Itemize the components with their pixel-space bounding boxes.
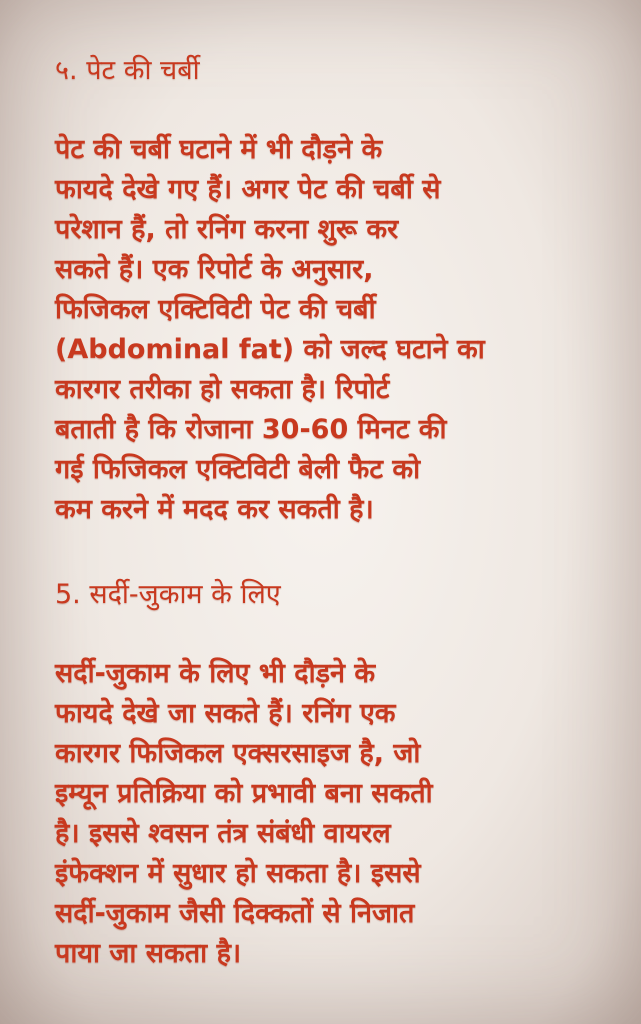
paragraph-line: इंफेक्शन में सुधार हो सकता है। इससे — [55, 858, 421, 889]
paragraph-line: कारगर फिजिकल एक्सरसाइज है, जो — [55, 738, 421, 769]
paragraph-line: कारगर तरीका हो सकता है। रिपोर्ट — [55, 374, 390, 405]
section-paragraph-belly-fat — [55, 130, 615, 530]
paragraph-line: पाया जा सकता है। — [55, 938, 242, 969]
paragraph-line: है। इससे श्वसन तंत्र संबंधी वायरल — [55, 818, 391, 849]
paragraph-line: कम करने में मदद कर सकती है। — [55, 494, 374, 525]
paragraph-line: फायदे देखे जा सकते हैं। रनिंग एक — [55, 698, 396, 729]
article-content — [55, 52, 615, 974]
paragraph-line: (Abdominal fat) को जल्द घटाने का — [55, 334, 485, 365]
section-heading-cold: 5. सर्दी-जुकाम के लिए — [55, 579, 281, 610]
paragraph-line: सर्दी-जुकाम जैसी दिक्कतों से निजात — [55, 898, 415, 929]
paragraph-line: फिजिकल एक्टिविटी पेट की चर्बी — [55, 294, 376, 325]
paragraph-line: बताती है कि रोजाना 30-60 मिनट की — [55, 414, 447, 445]
spacer — [55, 530, 615, 576]
paragraph-line: परेशान हैं, तो रनिंग करना शुरू कर — [55, 214, 399, 245]
paragraph-line: पेट की चर्बी घटाने में भी दौड़ने के — [55, 134, 383, 165]
paragraph-line: सकते हैं। एक रिपोर्ट के अनुसार, — [55, 254, 374, 285]
paragraph-line: सर्दी-जुकाम के लिए भी दौड़ने के — [55, 658, 376, 689]
paragraph-line: गई फिजिकल एक्टिविटी बेली फैट को — [55, 454, 421, 485]
section-paragraph-cold — [55, 654, 615, 974]
paragraph-line: इम्यून प्रतिक्रिया को प्रभावी बना सकती — [55, 778, 433, 809]
section-heading-belly-fat: ५. पेट की चर्बी — [55, 55, 200, 86]
spacer — [55, 90, 615, 130]
spacer — [55, 614, 615, 654]
paragraph-line: फायदे देखे गए हैं। अगर पेट की चर्बी से — [55, 174, 441, 205]
